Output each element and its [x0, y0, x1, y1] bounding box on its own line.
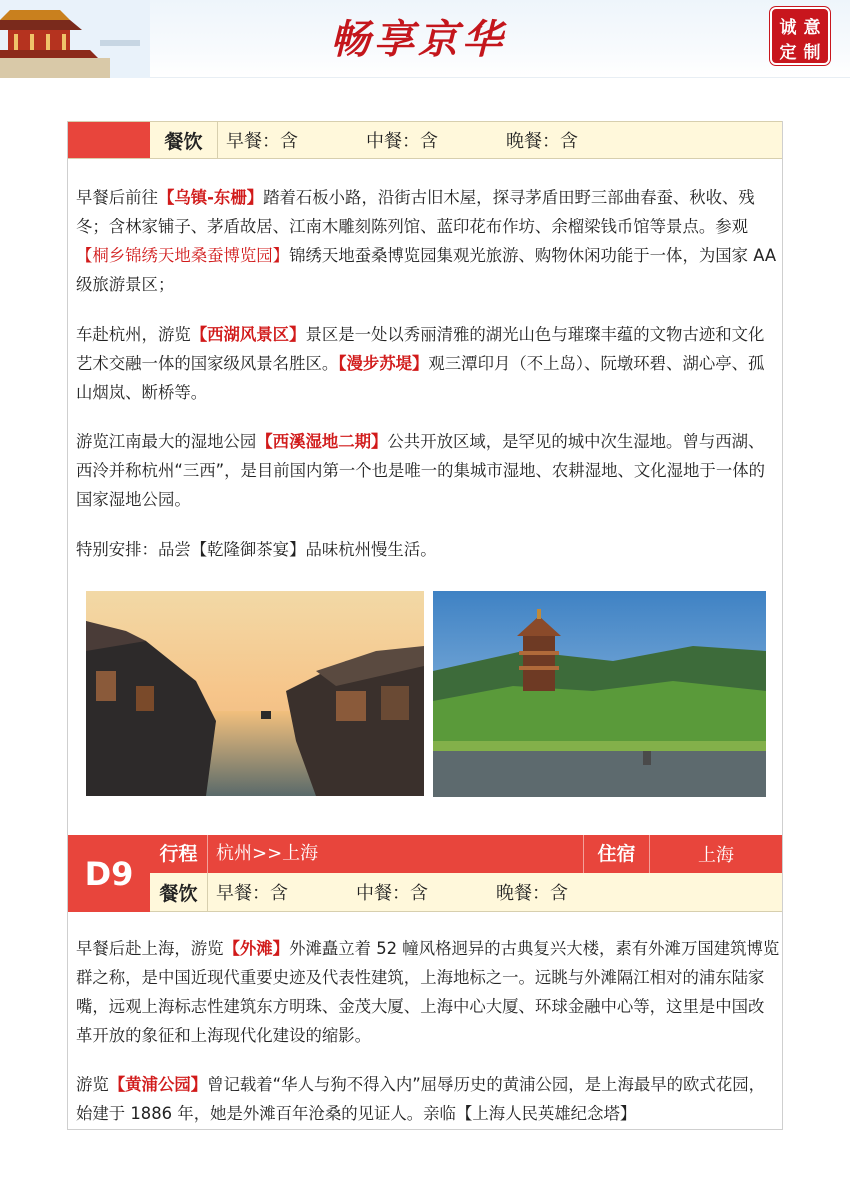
highlight-huangpu-park: 【黄浦公园】	[108, 1075, 208, 1094]
highlight-silk-park: 【桐乡锦绣天地桑蚕博览园】	[76, 246, 290, 265]
itinerary-frame	[67, 121, 783, 1130]
text: 早餐后赴上海，游览	[76, 939, 224, 958]
text: 曾记载着“华人与狗不得入内”屈辱历史的黄浦公园，是上海最早的欧式花园，始建于 1886 年，她是外滩百年沧桑的见证人。亲临【上海人民英雄纪念塔】	[76, 1075, 765, 1123]
dinner: 晚餐：含	[506, 131, 578, 152]
seal-char: 制	[803, 43, 821, 63]
day-badge-blank	[68, 122, 150, 158]
lunch: 中餐：含	[366, 131, 438, 152]
route-label: 行程	[150, 835, 208, 873]
palace-image	[0, 0, 150, 78]
seal-char: 意	[803, 18, 821, 38]
stay-value: 上海	[698, 845, 734, 866]
breakfast: 早餐：含	[216, 883, 288, 904]
text: 游览	[76, 1075, 109, 1094]
meal-list	[218, 122, 646, 158]
photo-wuzhen	[86, 591, 424, 796]
text: 外滩矗立着 52 幢风格迥异的古典复兴大楼，素有外滩万国建筑博览群之称，是中国近现代重要史迹及代表性建筑，上海地标之一。远眺与外滩隔江相对的浦东陆家嘴，远观上海标志性建筑东方明珠、金茂大厦、上海中心大厦、环球金融中心等，这里是中国改革开放的象征和上海现代化建设的缩影。	[76, 939, 780, 1045]
highlight-bund: 【外滩】	[223, 939, 290, 958]
day-badge: D9	[68, 835, 150, 912]
text: 景区是一处以秀丽清雅的湖光山色与璀璨丰蕴的文物古迹和文化艺术交融一体的国家级风景名胜区。	[76, 325, 765, 373]
seal-stamp	[770, 7, 830, 65]
paragraph-xixi	[76, 427, 780, 514]
dinner: 晚餐：含	[496, 883, 568, 904]
paragraph-bund	[76, 934, 780, 1050]
text: 车赴杭州，游览	[76, 325, 191, 344]
stay-label: 住宿	[584, 835, 650, 873]
route-row	[150, 835, 782, 873]
paragraph-special: 特别安排：品尝【乾隆御茶宴】品味杭州慢生活。	[76, 540, 437, 559]
lunch: 中餐：含	[356, 883, 428, 904]
text: 游览江南最大的湿地公园	[76, 432, 257, 451]
meals-label: 餐饮	[150, 873, 208, 911]
breakfast: 早餐：含	[226, 131, 298, 152]
text: 早餐后前往	[76, 188, 158, 207]
paragraph-west-lake	[76, 320, 780, 407]
day9-header	[68, 835, 782, 912]
seal-char: 诚	[779, 18, 797, 38]
highlight-west-lake: 【西湖风景区】	[190, 325, 306, 344]
meal-list	[208, 873, 636, 911]
text: 观三潭印月（不上岛）、阮墩环碧、湖心亭、孤山烟岚、断桥等。	[76, 354, 765, 402]
highlight-wuzhen: 【乌镇-东栅】	[157, 188, 264, 207]
paragraph-wuzhen	[76, 183, 780, 299]
photo-leifeng-pagoda	[433, 591, 766, 797]
banner-title: 畅享京华	[330, 16, 506, 63]
route-value: 杭州>>上海	[208, 835, 584, 873]
header-banner	[0, 0, 850, 78]
highlight-su-causeway: 【漫步苏堤】	[338, 354, 429, 373]
meals-row-day8	[68, 121, 782, 159]
highlight-xixi: 【西溪湿地二期】	[256, 432, 388, 451]
seal-char: 定	[779, 43, 797, 63]
meals-label: 餐饮	[150, 122, 218, 158]
text: 公共开放区域，是罕见的城中次生湿地。曾与西湖、西泠并称杭州“三西”，是目前国内第一个也是唯一的集城市湿地、农耕湿地、文化湿地于一体的国家湿地公园。	[76, 432, 765, 509]
paragraph-huangpu-park	[76, 1070, 780, 1128]
text: 锦绣天地蚕桑博览园集观光旅游、购物休闲功能于一体，为国家 AA 级旅游景区；	[76, 246, 777, 294]
meals-row-day9	[150, 873, 782, 912]
text: 踏着石板小路，沿街古旧木屋，探寻茅盾田野三部曲春蚕、秋收、残冬；含林家铺子、茅盾故居、江南木雕刻陈列馆、蓝印花布作坊、余榴梁钱币馆等景点。参观	[76, 188, 755, 236]
